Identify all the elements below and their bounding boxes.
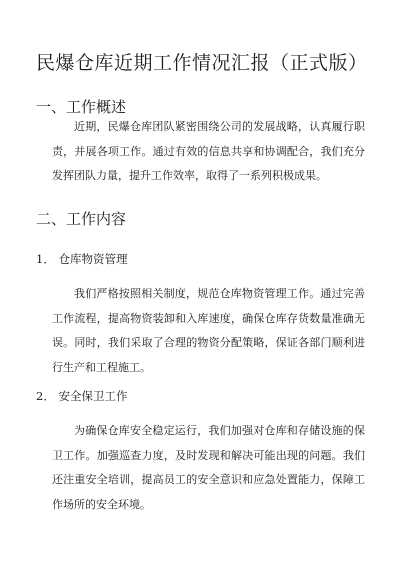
section-heading-content: 二、工作内容 xyxy=(36,210,127,228)
section-heading-overview: 一、工作概述 xyxy=(36,98,127,116)
security-paragraph: 为确保仓库安全稳定运行，我们加强对仓库和存储设施的保卫工作。加强巡查力度，及时发现和解决可能出现的问题。我们还注重安全培训，提高员工的安全意识和应急处置能力，保障工作场所的安全环境。 xyxy=(52,424,365,511)
overview-paragraph: 近期，民爆仓库团队紧密围绕公司的发展战略，认真履行职责，并展各项工作。通过有效的信息共享和协调配合，我们充分发挥团队力量，提升工作效率，取得了一系列积极成果。 xyxy=(52,120,365,182)
warehouse-management-paragraph: 我们严格按照相关制度，规范仓库物资管理工作。通过完善工作流程，提高物资装卸和入库速度，确保仓库存货数量准确无误。同时，我们采取了合理的物资分配策略，保证各部门顺利进行生产和工程施工。 xyxy=(52,287,365,374)
subsection-heading-security: 2． 安全保卫工作 xyxy=(36,389,128,403)
subsection-heading-warehouse-management: 1． 仓库物资管理 xyxy=(36,252,128,266)
document-title: 民爆仓库近期工作情况汇报（正式版） xyxy=(36,52,368,74)
